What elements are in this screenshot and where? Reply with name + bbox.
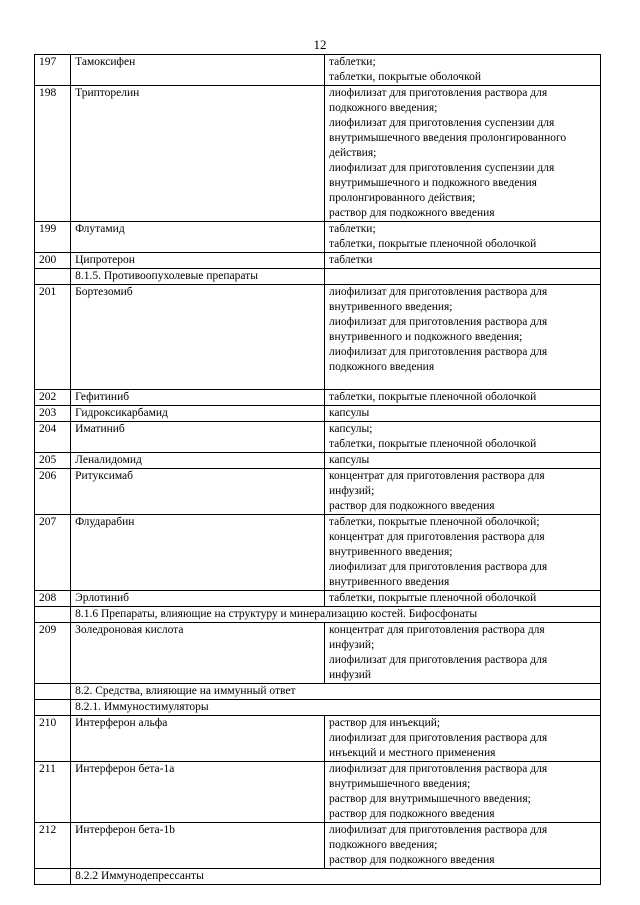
empty-cell xyxy=(325,269,601,285)
drug-table xyxy=(34,54,601,885)
row-number: 210 xyxy=(35,716,71,762)
section-row xyxy=(35,607,601,623)
drug-name: Леналидомид xyxy=(71,453,325,469)
dosage-form-line: раствор для подкожного введения xyxy=(329,808,495,820)
dosage-form-line: внутривенного введения; xyxy=(329,301,453,313)
dosage-form-line: таблетки, покрытые пленочной оболочкой xyxy=(329,438,537,450)
page-number: 12 xyxy=(313,37,327,52)
dosage-form-line: инъекций и местного применения xyxy=(329,747,496,759)
table-row xyxy=(35,469,601,515)
table-row xyxy=(35,422,601,453)
table-row xyxy=(35,623,601,684)
dosage-form-line: лиофилизат для приготовления раствора для xyxy=(329,824,548,836)
dosage-forms xyxy=(325,55,601,86)
dosage-form-line: внутривенного и подкожного введения; xyxy=(329,331,523,343)
drug-table-body xyxy=(35,55,601,885)
dosage-form-line: концентрат для приготовления раствора для xyxy=(329,470,545,482)
drug-name: Флутамид xyxy=(71,222,325,253)
dosage-form-line: инфузий xyxy=(329,669,372,681)
row-number: 212 xyxy=(35,823,71,869)
dosage-forms xyxy=(325,406,601,422)
row-number: 208 xyxy=(35,591,71,607)
dosage-forms xyxy=(325,453,601,469)
dosage-form-line: капсулы xyxy=(329,407,370,419)
dosage-form-line: лиофилизат для приготовления раствора для xyxy=(329,561,548,573)
dosage-form-line: таблетки, покрытые пленочной оболочкой; xyxy=(329,516,540,528)
dosage-forms xyxy=(325,716,601,762)
subsection-row xyxy=(35,269,601,285)
dosage-form-line: лиофилизат для приготовления раствора для xyxy=(329,346,548,358)
row-number: 199 xyxy=(35,222,71,253)
table-row xyxy=(35,716,601,762)
dosage-form-line: внутримышечного введения пролонгированного xyxy=(329,132,567,144)
drug-name: Бортезомиб xyxy=(71,285,325,390)
dosage-form-line: лиофилизат для приготовления суспензии для xyxy=(329,162,555,174)
dosage-form-line: внутримышечного введения; xyxy=(329,778,471,790)
empty-cell xyxy=(35,869,71,885)
drug-name: Интерферон альфа xyxy=(71,716,325,762)
drug-name: Ритуксимаб xyxy=(71,469,325,515)
dosage-form-line: раствор для подкожного введения xyxy=(329,500,495,512)
dosage-form-line: раствор для подкожного введения xyxy=(329,854,495,866)
row-number: 204 xyxy=(35,422,71,453)
section-title: 8.2.2 Иммунодепрессанты xyxy=(71,869,601,885)
dosage-forms xyxy=(325,762,601,823)
dosage-form-line: таблетки xyxy=(329,254,373,266)
table-row xyxy=(35,222,601,253)
row-number: 211 xyxy=(35,762,71,823)
table-row xyxy=(35,253,601,269)
dosage-form-line: концентрат для приготовления раствора для xyxy=(329,531,545,543)
row-number: 206 xyxy=(35,469,71,515)
dosage-forms xyxy=(325,623,601,684)
dosage-form-line: подкожного введения xyxy=(329,361,435,373)
dosage-form-line: лиофилизат для приготовления раствора для xyxy=(329,763,548,775)
dosage-forms xyxy=(325,591,601,607)
dosage-form-line: действия; xyxy=(329,147,377,159)
dosage-form-line: капсулы; xyxy=(329,423,373,435)
row-number: 202 xyxy=(35,390,71,406)
table-row xyxy=(35,55,601,86)
table-row xyxy=(35,453,601,469)
dosage-form-line: таблетки, покрытые оболочкой xyxy=(329,71,481,83)
dosage-form-line: раствор для инъекций; xyxy=(329,717,441,729)
table-row xyxy=(35,86,601,222)
table-row xyxy=(35,823,601,869)
drug-name: Эрлотиниб xyxy=(71,591,325,607)
drug-name: Золедроновая кислота xyxy=(71,623,325,684)
dosage-forms xyxy=(325,422,601,453)
dosage-forms xyxy=(325,86,601,222)
dosage-form-line: таблетки; xyxy=(329,223,376,235)
dosage-form-line: лиофилизат для приготовления раствора для xyxy=(329,732,548,744)
drug-name: Флударабин xyxy=(71,515,325,591)
empty-cell xyxy=(35,607,71,623)
empty-cell xyxy=(35,684,71,700)
row-number: 201 xyxy=(35,285,71,390)
dosage-forms xyxy=(325,222,601,253)
dosage-forms xyxy=(325,515,601,591)
dosage-form-line: инфузий; xyxy=(329,639,375,651)
dosage-form-line: концентрат для приготовления раствора для xyxy=(329,624,545,636)
dosage-forms xyxy=(325,253,601,269)
drug-name: Трипторелин xyxy=(71,86,325,222)
dosage-forms xyxy=(325,390,601,406)
subsection-title: 8.1.5. Противоопухолевые препараты xyxy=(71,269,325,285)
table-row xyxy=(35,515,601,591)
dosage-form-line: подкожного введения; xyxy=(329,102,438,114)
dosage-forms xyxy=(325,285,601,390)
drug-name: Тамоксифен xyxy=(71,55,325,86)
section-title: 8.1.6 Препараты, влияющие на структуру и минерализацию костей. Бифосфонаты xyxy=(71,607,601,623)
row-number: 209 xyxy=(35,623,71,684)
drug-name: Гефитиниб xyxy=(71,390,325,406)
section-row xyxy=(35,684,601,700)
table-row xyxy=(35,762,601,823)
row-number: 197 xyxy=(35,55,71,86)
drug-name: Гидроксикарбамид xyxy=(71,406,325,422)
table-row xyxy=(35,285,601,390)
dosage-form-line: капсулы xyxy=(329,454,370,466)
dosage-forms xyxy=(325,823,601,869)
dosage-form-line: подкожного введения; xyxy=(329,839,438,851)
dosage-form-line: инфузий; xyxy=(329,485,375,497)
dosage-form-line: лиофилизат для приготовления суспензии для xyxy=(329,117,555,129)
section-row xyxy=(35,869,601,885)
dosage-form-line: лиофилизат для приготовления раствора для xyxy=(329,87,548,99)
drug-name: Ципротерон xyxy=(71,253,325,269)
dosage-form-line: таблетки, покрытые пленочной оболочкой xyxy=(329,238,537,250)
dosage-form-line: лиофилизат для приготовления раствора для xyxy=(329,654,548,666)
dosage-form-line: лиофилизат для приготовления раствора для xyxy=(329,286,548,298)
row-number: 198 xyxy=(35,86,71,222)
row-number: 207 xyxy=(35,515,71,591)
table-row xyxy=(35,591,601,607)
dosage-forms xyxy=(325,469,601,515)
dosage-form-line: внутримышечного и подкожного введения xyxy=(329,177,537,189)
dosage-form-line: внутривенного введения; xyxy=(329,546,453,558)
drug-name: Иматиниб xyxy=(71,422,325,453)
dosage-form-line: таблетки, покрытые пленочной оболочкой xyxy=(329,391,537,403)
dosage-form-line: таблетки, покрытые пленочной оболочкой xyxy=(329,592,537,604)
dosage-form-line: раствор для подкожного введения xyxy=(329,207,495,219)
table-row xyxy=(35,406,601,422)
section-title: 8.2.1. Иммуностимуляторы xyxy=(71,700,601,716)
row-number: 200 xyxy=(35,253,71,269)
empty-cell xyxy=(35,700,71,716)
table-row xyxy=(35,390,601,406)
dosage-form-line: лиофилизат для приготовления раствора для xyxy=(329,316,548,328)
drug-name: Интерферон бета-1b xyxy=(71,823,325,869)
row-number: 203 xyxy=(35,406,71,422)
dosage-form-line: таблетки; xyxy=(329,56,376,68)
section-row xyxy=(35,700,601,716)
drug-name: Интерферон бета-1а xyxy=(71,762,325,823)
dosage-form-line: пролонгированного действия; xyxy=(329,192,476,204)
empty-cell xyxy=(35,269,71,285)
section-title: 8.2. Средства, влияющие на иммунный ответ xyxy=(71,684,601,700)
row-number: 205 xyxy=(35,453,71,469)
dosage-form-line: раствор для внутримышечного введения; xyxy=(329,793,531,805)
dosage-form-line: внутривенного введения xyxy=(329,576,450,588)
